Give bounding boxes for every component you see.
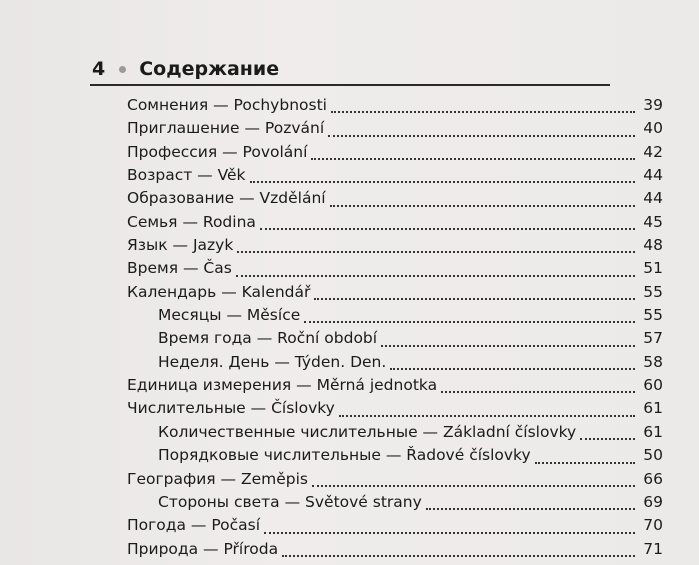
toc-entry-page-number: 61 xyxy=(643,399,663,418)
toc-entry xyxy=(127,423,663,446)
table-of-contents xyxy=(127,96,663,563)
dot-leader xyxy=(441,391,635,393)
dot-leader xyxy=(535,462,635,464)
toc-entry xyxy=(127,259,663,282)
dot-leader xyxy=(426,508,635,510)
toc-entry xyxy=(127,143,663,166)
dot-leader xyxy=(381,345,635,347)
toc-entry-page-number: 70 xyxy=(643,516,663,535)
toc-entry xyxy=(127,213,663,236)
toc-entry-page-number: 69 xyxy=(643,492,663,511)
toc-entry-label: Числительные — Číslovky xyxy=(127,399,335,418)
toc-entry-label: Сомнения — Pochybnosti xyxy=(127,96,327,114)
dot-leader xyxy=(260,228,635,230)
toc-entry-page-number: 51 xyxy=(643,259,663,278)
toc-entry-page-number: 57 xyxy=(643,329,663,348)
toc-entry xyxy=(127,283,663,306)
toc-entry-label: Приглашение — Pozvání xyxy=(127,119,325,138)
header-rule xyxy=(90,84,610,86)
toc-entry-page-number: 45 xyxy=(643,212,663,231)
toc-entry xyxy=(127,376,663,399)
bullet-icon xyxy=(119,66,126,73)
toc-entry-page-number: 48 xyxy=(643,236,663,255)
toc-entry xyxy=(127,446,663,469)
toc-entry-label: География — Zeměpis xyxy=(127,469,308,488)
toc-entry-label: Календарь — Kalendář xyxy=(127,282,311,301)
toc-entry-label: Месяцы — Měsíce xyxy=(158,306,301,325)
toc-entry-label: Профессия — Povolání xyxy=(127,142,308,161)
toc-entry-label: Стороны света — Světové strany xyxy=(158,492,422,511)
toc-entry-page-number: 40 xyxy=(643,119,663,138)
toc-entry xyxy=(127,516,663,539)
toc-entry-page-number: 44 xyxy=(643,166,663,185)
dot-leader xyxy=(314,298,635,300)
toc-entry-label: Количественные числительные — Základní číslovky xyxy=(158,422,577,441)
toc-entry xyxy=(127,119,663,142)
toc-entry-label: Природа — Příroda xyxy=(127,539,279,558)
toc-entry-page-number: 50 xyxy=(643,446,663,465)
toc-entry xyxy=(127,470,663,493)
toc-entry-label: Порядковые числительные — Řadové číslovky xyxy=(158,446,531,465)
dot-leader xyxy=(304,321,635,323)
toc-entry-label: Возраст — Věk xyxy=(127,166,246,185)
dot-leader xyxy=(282,555,635,557)
toc-entry-label: Неделя. День — Týden. Den. xyxy=(158,352,387,371)
page-header xyxy=(92,58,279,80)
dot-leader xyxy=(312,485,635,487)
toc-entry-page-number: 55 xyxy=(643,306,663,325)
page-number: 4 xyxy=(92,58,106,80)
toc-entry-page-number: 55 xyxy=(643,282,663,301)
toc-entry-page-number: 60 xyxy=(643,376,663,395)
toc-entry xyxy=(127,329,663,352)
dot-leader xyxy=(331,111,635,113)
dot-leader xyxy=(328,135,635,137)
toc-entry-page-number: 61 xyxy=(643,422,663,441)
toc-entry xyxy=(127,96,663,119)
toc-entry-page-number: 71 xyxy=(643,539,663,558)
toc-entry-label: Время года — Roční období xyxy=(158,329,378,348)
dot-leader xyxy=(237,251,635,253)
toc-entry-label: Образование — Vzdělání xyxy=(127,189,326,208)
dot-leader xyxy=(580,438,635,440)
toc-entry xyxy=(127,166,663,189)
toc-entry xyxy=(127,493,663,516)
dot-leader xyxy=(330,205,635,207)
toc-entry-label: Время — Čas xyxy=(127,259,232,278)
toc-entry-label: Единица измерения — Měrná jednotka xyxy=(127,376,438,395)
toc-entry xyxy=(127,306,663,329)
dot-leader xyxy=(311,158,635,160)
toc-entry xyxy=(127,236,663,259)
toc-entry-label: Язык — Jazyk xyxy=(127,236,234,255)
dot-leader xyxy=(250,181,635,183)
toc-entry-page-number: 39 xyxy=(643,96,663,114)
toc-entry-page-number: 58 xyxy=(643,352,663,371)
section-title: Содержание xyxy=(139,58,280,80)
toc-entry xyxy=(127,353,663,376)
toc-entry-label: Семья — Rodina xyxy=(127,212,256,231)
dot-leader xyxy=(236,275,635,277)
toc-entry-page-number: 66 xyxy=(643,469,663,488)
dot-leader xyxy=(264,532,635,534)
toc-entry xyxy=(127,540,663,563)
toc-entry-page-number: 42 xyxy=(643,142,663,161)
toc-entry xyxy=(127,189,663,212)
toc-entry-label: Погода — Počasí xyxy=(127,516,261,535)
dot-leader xyxy=(390,368,635,370)
toc-entry-page-number: 44 xyxy=(643,189,663,208)
dot-leader xyxy=(339,415,635,417)
toc-entry xyxy=(127,399,663,422)
